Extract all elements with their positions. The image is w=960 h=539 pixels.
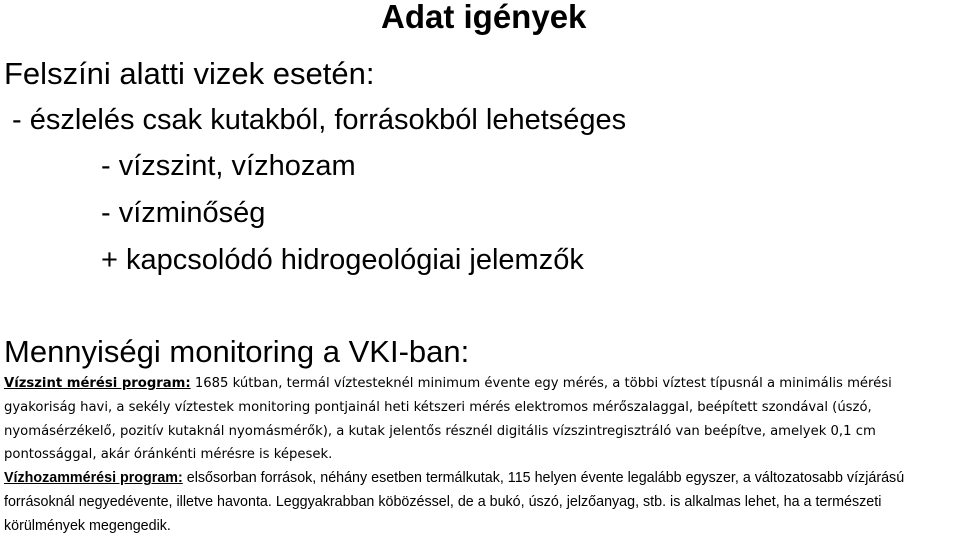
monitoring-paragraphs [4, 372, 956, 539]
surface-line-3: - vízminőség [101, 197, 266, 229]
slide-title: Adat igények [381, 0, 587, 35]
flow-measurement-label: Vízhozammérési program: [4, 470, 183, 487]
surface-line-4: + kapcsolódó hidrogeológiai jelemzők [101, 244, 584, 276]
flow-measurement-paragraph [4, 467, 956, 538]
surface-line-2: - vízszint, vízhozam [101, 150, 356, 182]
water-level-label: Vízszint mérési program: [4, 376, 191, 391]
water-level-paragraph [4, 372, 956, 467]
monitoring-heading: Mennyiségi monitoring a VKI-ban: [4, 334, 470, 369]
water-level-text: 1685 kútban, termál víztesteknél minimum évente egy mérés, a többi víztest típusnál a minimális mérési gyakoriság havi, a sekély víztestek monitoring pontjainál heti kétszeri mérés elektromos mérőszalaggal, beépített szondával (úszó, nyomásérzékelő, pozitív kutaknál nyomásmérők), a kutak jelentős résznél digitális vízszintregisztráló van beépítve, amelyek 0,1 cm pontossággal, akár óránkénti mérésre is képesek. [4, 376, 892, 463]
surface-line-1: - észlelés csak kutakból, forrásokból lehetséges [12, 104, 627, 136]
flow-measurement-text: elsősorban források, néhány esetben termálkutak, 115 helyen évente legalább egyszer, a változatosabb vízjárású forrásoknál negyedévente, illetve havonta. Leggyakrabban köbözéssel, de a bukó, úszó, jelzőanyag, stb. is alkalmas lehet, ha a természeti körülmények megengedik. [4, 470, 905, 534]
surface-water-heading: Felszíni alatti vizek esetén: [4, 56, 375, 91]
